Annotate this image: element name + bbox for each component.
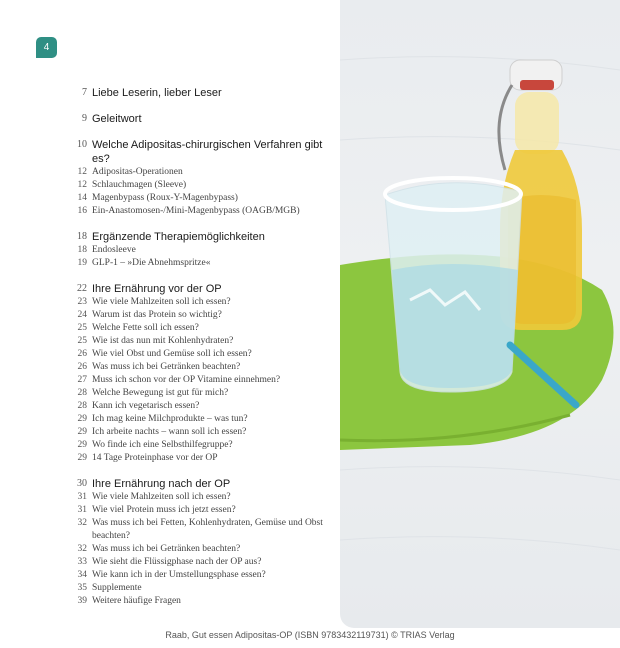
footer-credit: Raab, Gut essen Adipositas-OP (ISBN 9783432119731) © TRIAS Verlag	[165, 630, 455, 640]
toc-entry	[60, 582, 338, 595]
toc-title: Kann ich vegetarisch essen?	[92, 401, 200, 411]
water-glass	[385, 178, 522, 392]
toc-entry	[60, 569, 338, 582]
toc-page-number: 12	[77, 167, 87, 177]
toc-page-number: 19	[77, 258, 87, 268]
toc-chapter	[60, 282, 338, 296]
toc-title: Wie kann ich in der Umstellungsphase essen?	[92, 570, 266, 580]
toc-entry	[60, 400, 338, 413]
toc-page-number: 25	[77, 336, 87, 346]
toc-page-number: 14	[77, 193, 87, 203]
toc-entry	[60, 491, 338, 504]
toc-title: Schlauchmagen (Sleeve)	[92, 180, 187, 190]
table-of-contents	[60, 86, 338, 608]
toc-title: Wie viel Obst und Gemüse soll ich essen?	[92, 349, 252, 359]
toc-title: Ich mag keine Milchprodukte – was tun?	[92, 414, 248, 424]
cover-photo	[340, 0, 620, 628]
toc-entry	[60, 335, 338, 348]
toc-page-number: 29	[77, 453, 87, 463]
toc-entry	[60, 257, 338, 270]
toc-page-number: 18	[77, 245, 87, 255]
toc-page-number: 26	[77, 349, 87, 359]
toc-title: Wie ist das nun mit Kohlenhydraten?	[92, 336, 234, 346]
toc-page-number: 26	[77, 362, 87, 372]
toc-page-number: 27	[77, 375, 87, 385]
toc-page-number: 7	[82, 87, 87, 98]
toc-entry	[60, 517, 338, 543]
toc-title: Endosleeve	[92, 245, 136, 255]
toc-page-number: 12	[77, 180, 87, 190]
toc-title: Adipositas-Operationen	[92, 167, 183, 177]
toc-entry	[60, 413, 338, 426]
toc-entry	[60, 374, 338, 387]
toc-title: Wie sieht die Flüssigphase nach der OP aus?	[92, 557, 262, 567]
toc-title: Wie viel Protein muss ich jetzt essen?	[92, 505, 236, 515]
toc-page-number: 32	[77, 518, 87, 528]
toc-entry	[60, 595, 338, 608]
toc-entry	[60, 361, 338, 374]
toc-entry	[60, 439, 338, 452]
toc-page-number: 28	[77, 401, 87, 411]
toc-entry	[60, 504, 338, 517]
toc-entry	[60, 244, 338, 257]
toc-title: Warum ist das Protein so wichtig?	[92, 310, 222, 320]
toc-page-number: 35	[77, 583, 87, 593]
toc-title: Was muss ich bei Getränken beachten?	[92, 362, 241, 372]
toc-title: Geleitwort	[92, 113, 142, 125]
toc-chapter	[60, 477, 338, 491]
toc-entry	[60, 205, 338, 218]
photo-illustration	[340, 0, 620, 628]
toc-chapter	[60, 230, 338, 244]
toc-page-number: 39	[77, 596, 87, 606]
toc-title: Welche Adipositas-chirurgischen Verfahren gibt es?	[92, 139, 323, 165]
toc-page-number: 23	[77, 297, 87, 307]
toc-entry	[60, 543, 338, 556]
toc-title: Liebe Leserin, lieber Leser	[92, 87, 222, 99]
toc-page-number: 31	[77, 492, 87, 502]
page-number-badge: 4	[36, 37, 57, 58]
toc-title: Ergänzende Therapiemöglichkeiten	[92, 231, 265, 243]
toc-title: Wie viele Mahlzeiten soll ich essen?	[92, 492, 231, 502]
toc-page-number: 30	[77, 478, 87, 489]
toc-entry	[60, 166, 338, 179]
toc-page-number: 9	[82, 113, 87, 124]
toc-title: Wo finde ich eine Selbsthilfegruppe?	[92, 440, 233, 450]
toc-entry	[60, 192, 338, 205]
toc-chapter	[60, 86, 338, 100]
toc-title: Muss ich schon vor der OP Vitamine einnehmen?	[92, 375, 281, 385]
toc-entry	[60, 296, 338, 309]
toc-entry	[60, 387, 338, 400]
toc-page-number: 25	[77, 323, 87, 333]
toc-page-number: 29	[77, 440, 87, 450]
toc-page-number: 22	[77, 283, 87, 294]
toc-page-number: 29	[77, 427, 87, 437]
toc-title: Ein-Anastomosen-/Mini-Magenbypass (OAGB/MGB)	[92, 206, 300, 216]
toc-title: 14 Tage Proteinphase vor der OP	[92, 453, 218, 463]
toc-entry	[60, 179, 338, 192]
toc-title: Welche Fette soll ich essen?	[92, 323, 199, 333]
toc-entry	[60, 426, 338, 439]
toc-page-number: 31	[77, 505, 87, 515]
toc-title: Ich arbeite nachts – wann soll ich essen?	[92, 427, 247, 437]
toc-title: Welche Bewegung ist gut für mich?	[92, 388, 229, 398]
toc-chapter	[60, 112, 338, 126]
toc-title: Was muss ich bei Getränken beachten?	[92, 544, 241, 554]
toc-title: Ihre Ernährung nach der OP	[92, 478, 231, 490]
toc-entry	[60, 309, 338, 322]
toc-entry	[60, 322, 338, 335]
toc-chapter	[60, 138, 338, 166]
toc-title: Weitere häufige Fragen	[92, 596, 181, 606]
toc-title: Was muss ich bei Fetten, Kohlenhydraten, Gemüse und Obst beachten?	[92, 518, 323, 541]
toc-page-number: 24	[77, 310, 87, 320]
toc-entry	[60, 452, 338, 465]
toc-page-number: 28	[77, 388, 87, 398]
toc-title: Wie viele Mahlzeiten soll ich essen?	[92, 297, 231, 307]
toc-page-number: 33	[77, 557, 87, 567]
toc-page-number: 29	[77, 414, 87, 424]
toc-page-number: 18	[77, 231, 87, 242]
toc-title: GLP-1 – »Die Abnehmspritze«	[92, 258, 211, 268]
toc-title: Magenbypass (Roux-Y-Magenbypass)	[92, 193, 238, 203]
toc-page-number: 16	[77, 206, 87, 216]
toc-entry	[60, 556, 338, 569]
toc-entry	[60, 348, 338, 361]
toc-page-number: 32	[77, 544, 87, 554]
toc-title: Ihre Ernährung vor der OP	[92, 283, 222, 295]
toc-page-number: 10	[77, 139, 87, 150]
toc-page-number: 34	[77, 570, 87, 580]
toc-title: Supplemente	[92, 583, 142, 593]
